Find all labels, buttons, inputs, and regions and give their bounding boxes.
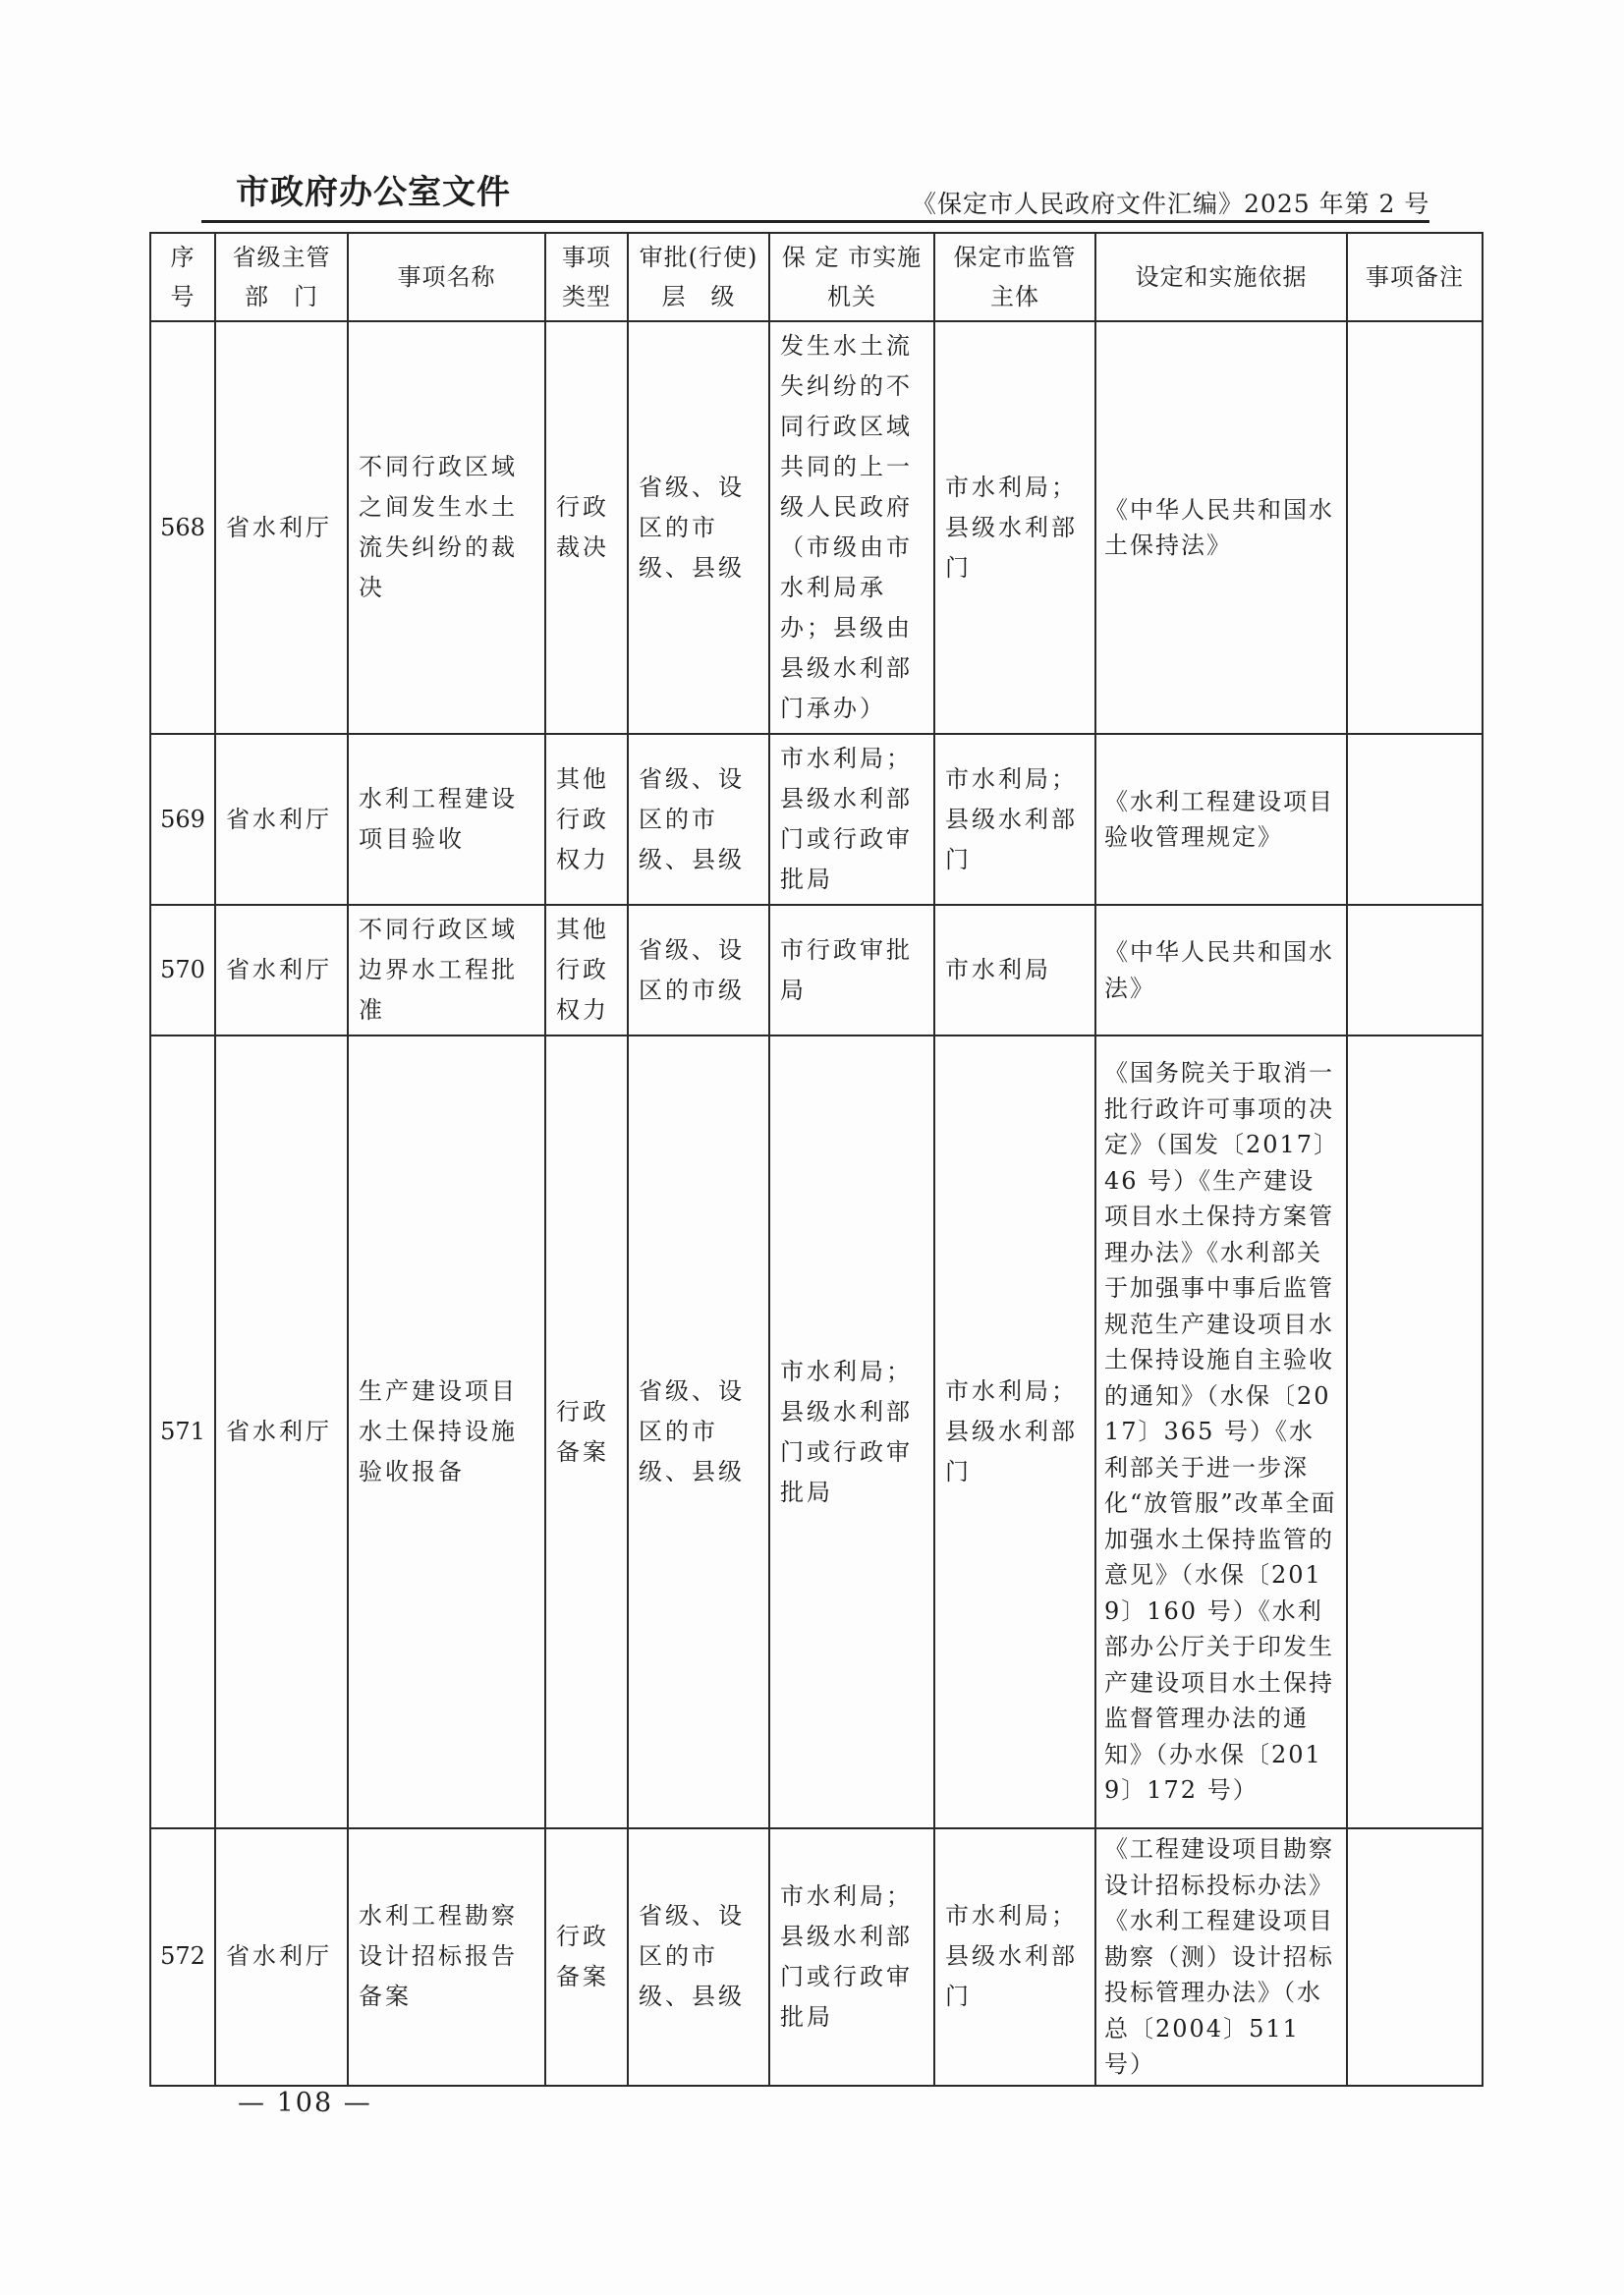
cell-remarks (1347, 321, 1483, 734)
table-row (150, 1036, 1483, 1828)
cell-approval-level: 省级、设区的市级 (628, 905, 769, 1036)
cell-remarks (1347, 905, 1483, 1036)
cell-implementing-agency: 市水利局；县级水利部门或行政审批局 (769, 734, 934, 905)
cell-department: 省水利厅 (215, 905, 348, 1036)
cell-index: 568 (150, 321, 215, 734)
cell-item-type: 行政备案 (545, 1036, 628, 1828)
document-header-title: 市政府办公室文件 (236, 173, 511, 212)
cell-item-type: 其他行政权力 (545, 734, 628, 905)
cell-remarks (1347, 734, 1483, 905)
document-series-title: 《保定市人民政府文件汇编》2025 年第 2 号 (912, 190, 1430, 218)
column-header-supervising-body: 保定市监管主体 (934, 233, 1095, 321)
column-header-approval-level: 审批(行使)层 级 (628, 233, 769, 321)
cell-item-name: 水利工程勘察设计招标报告备案 (348, 1828, 545, 2086)
cell-implementing-agency: 发生水土流失纠纷的不同行政区域共同的上一级人民政府（市级由市水利局承办；县级由县级水利部门承办） (769, 321, 934, 734)
cell-legal-basis: 《中华人民共和国水法》 (1095, 905, 1347, 1036)
column-header-implementing-agency: 保 定 市实施机关 (769, 233, 934, 321)
column-header-index: 序号 (150, 233, 215, 321)
cell-legal-basis: 《中华人民共和国水土保持法》 (1095, 321, 1347, 734)
cell-department: 省水利厅 (215, 1828, 348, 2086)
cell-approval-level: 省级、设区的市级、县级 (628, 1828, 769, 2086)
cell-index: 569 (150, 734, 215, 905)
column-header-item-type: 事项类型 (545, 233, 628, 321)
column-header-legal-basis: 设定和实施依据 (1095, 233, 1347, 321)
table-row (150, 905, 1483, 1036)
cell-index: 572 (150, 1828, 215, 2086)
cell-item-type: 其他行政权力 (545, 905, 628, 1036)
cell-approval-level: 省级、设区的市级、县级 (628, 321, 769, 734)
table-row (150, 734, 1483, 905)
items-table (149, 232, 1484, 2087)
cell-implementing-agency: 市水利局；县级水利部门或行政审批局 (769, 1828, 934, 2086)
cell-remarks (1347, 1828, 1483, 2086)
table-row (150, 1828, 1483, 2086)
cell-supervising-body: 市水利局；县级水利部门 (934, 321, 1095, 734)
table-row (150, 321, 1483, 734)
cell-department: 省水利厅 (215, 321, 348, 734)
cell-index: 571 (150, 1036, 215, 1828)
cell-implementing-agency: 市行政审批局 (769, 905, 934, 1036)
cell-item-name: 不同行政区域之间发生水土流失纠纷的裁决 (348, 321, 545, 734)
cell-legal-basis: 《工程建设项目勘察设计招标投标办法》《水利工程建设项目勘察（测）设计招标投标管理办法》（水总〔2004〕511 号） (1095, 1828, 1347, 2086)
cell-supervising-body: 市水利局 (934, 905, 1095, 1036)
cell-legal-basis: 《国务院关于取消一批行政许可事项的决定》（国发〔2017〕46 号）《生产建设项目水土保持方案管理办法》《水利部关于加强事中事后监管规范生产建设项目水土保持设施自主验收的通知》（水保〔2017〕365 号）《水利部关于进一步深化“放管服”改革全面加强水土保持监管的意见》（水保〔2019〕160 号）《水利部办公厅关于印发生产建设项目水土保持监督管理办法的通知》（办水保〔2019〕172 号） (1095, 1036, 1347, 1828)
cell-department: 省水利厅 (215, 734, 348, 905)
cell-remarks (1347, 1036, 1483, 1828)
cell-approval-level: 省级、设区的市级、县级 (628, 1036, 769, 1828)
cell-supervising-body: 市水利局；县级水利部门 (934, 1036, 1095, 1828)
cell-item-name: 不同行政区域边界水工程批准 (348, 905, 545, 1036)
page-number: — 108 — (238, 2088, 372, 2118)
column-header-remarks: 事项备注 (1347, 233, 1483, 321)
cell-approval-level: 省级、设区的市级、县级 (628, 734, 769, 905)
cell-item-type: 行政备案 (545, 1828, 628, 2086)
cell-supervising-body: 市水利局；县级水利部门 (934, 1828, 1095, 2086)
cell-item-name: 水利工程建设项目验收 (348, 734, 545, 905)
table-header-row (150, 233, 1483, 321)
cell-department: 省水利厅 (215, 1036, 348, 1828)
header-divider (201, 220, 1429, 223)
cell-item-name: 生产建设项目水土保持设施验收报备 (348, 1036, 545, 1828)
column-header-department: 省级主管部 门 (215, 233, 348, 321)
cell-supervising-body: 市水利局；县级水利部门 (934, 734, 1095, 905)
cell-index: 570 (150, 905, 215, 1036)
column-header-item-name: 事项名称 (348, 233, 545, 321)
cell-implementing-agency: 市水利局；县级水利部门或行政审批局 (769, 1036, 934, 1828)
cell-legal-basis: 《水利工程建设项目验收管理规定》 (1095, 734, 1347, 905)
cell-item-type: 行政裁决 (545, 321, 628, 734)
